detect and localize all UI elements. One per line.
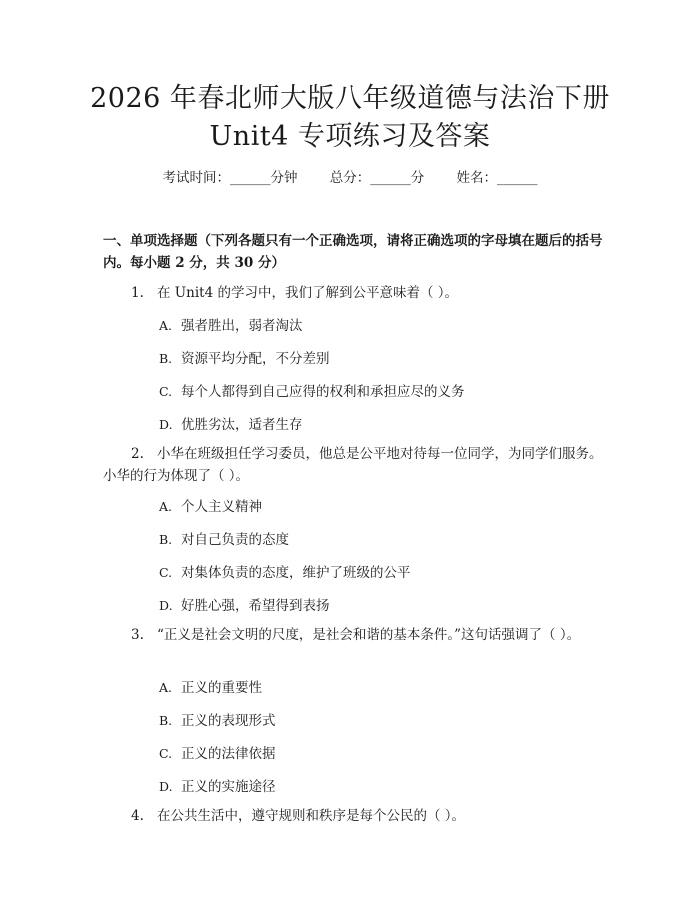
option-text: 好胜心强，希望得到表扬 bbox=[181, 598, 330, 614]
option-text: 正义的实施途径 bbox=[181, 779, 276, 795]
option-letter: C. bbox=[159, 384, 173, 399]
section-heading: 一、单项选择题（下列各题只有一个正确选项，请将正确选项的字母填在题后的括号内。每小题 2 分，共 30 分） bbox=[103, 233, 603, 271]
question-3 bbox=[103, 624, 603, 646]
option-letter: B. bbox=[159, 532, 173, 547]
option-1b bbox=[159, 348, 599, 370]
document-title-line2: Unit4 专项练习及答案 bbox=[209, 121, 491, 152]
option-text: 优胜劣汰，适者生存 bbox=[181, 417, 303, 433]
option-text: 对自己负责的态度 bbox=[181, 532, 289, 548]
option-3a bbox=[159, 677, 599, 699]
option-text: 正义的重要性 bbox=[181, 680, 262, 696]
option-letter: A. bbox=[159, 680, 173, 695]
question-number: 4. bbox=[131, 808, 144, 824]
question-2 bbox=[103, 443, 603, 487]
option-3d bbox=[159, 776, 599, 798]
option-3c bbox=[159, 743, 599, 765]
option-letter: C. bbox=[159, 565, 173, 580]
option-1a bbox=[159, 315, 599, 337]
exam-time: 考试时间：______分钟 bbox=[162, 170, 298, 186]
option-text: 强者胜出，弱者淘汰 bbox=[181, 318, 303, 334]
student-name-field: 姓名：______ bbox=[456, 170, 538, 186]
option-3b bbox=[159, 710, 599, 732]
option-2a bbox=[159, 496, 599, 518]
option-text: 个人主义精神 bbox=[181, 499, 262, 515]
exam-info bbox=[0, 168, 700, 188]
option-letter: A. bbox=[159, 499, 173, 514]
option-text: 正义的表现形式 bbox=[181, 713, 276, 729]
option-text: 资源平均分配，不分差别 bbox=[181, 351, 330, 367]
question-number: 2. bbox=[131, 446, 144, 462]
question-4 bbox=[103, 805, 603, 827]
question-number: 1. bbox=[131, 285, 144, 301]
question-text: 在公共生活中，遵守规则和秩序是每个公民的（ ）。 bbox=[157, 808, 466, 824]
option-text: 每个人都得到自己应得的权利和承担应尽的义务 bbox=[181, 384, 465, 400]
option-letter: C. bbox=[159, 746, 173, 761]
option-2c bbox=[159, 562, 599, 584]
question-text: “正义是社会文明的尺度，是社会和谐的基本条件。”这句话强调了（ ）。 bbox=[157, 627, 581, 643]
question-number: 3. bbox=[131, 627, 144, 643]
question-text: 在 Unit4 的学习中，我们了解到公平意味着（ ）。 bbox=[157, 285, 459, 301]
option-letter: D. bbox=[159, 598, 173, 613]
question-text: 小华在班级担任学习委员，他总是公平地对待每一位同学，为同学们服务。小华的行为体现了（ ）。 bbox=[103, 446, 603, 484]
option-text: 正义的法律依据 bbox=[181, 746, 276, 762]
option-1d bbox=[159, 414, 599, 436]
option-letter: D. bbox=[159, 779, 173, 794]
option-1c bbox=[159, 381, 599, 403]
option-text: 对集体负责的态度，维护了班级的公平 bbox=[181, 565, 411, 581]
option-letter: D. bbox=[159, 417, 173, 432]
document-title-line1: 2026 年春北师大版八年级道德与法治下册 bbox=[90, 83, 610, 114]
question-1 bbox=[103, 282, 603, 304]
option-letter: B. bbox=[159, 351, 173, 366]
option-letter: A. bbox=[159, 318, 173, 333]
exam-total-score: 总分：______分 bbox=[329, 170, 425, 186]
option-2b bbox=[159, 529, 599, 551]
option-2d bbox=[159, 595, 599, 617]
option-letter: B. bbox=[159, 713, 173, 728]
